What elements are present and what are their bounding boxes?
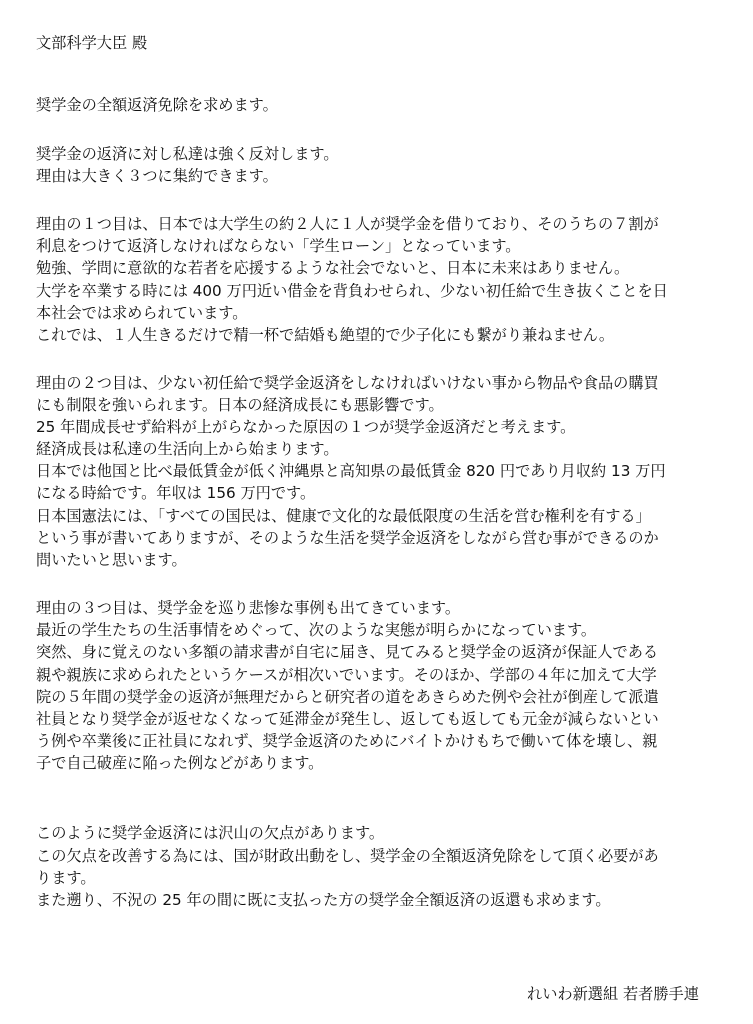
letter-heading: 奨学金の全額返済免除を求めます。 [36,96,278,114]
intro-line: 理由は大きく３つに集約できます。 [36,167,278,185]
reason1-line: 勉強、学問に意欲的な若者を応援するような社会でないと、日本に未来はありません。 [36,259,630,277]
reason3-line: 最近の学生たちの生活事情をめぐって、次のような実態が明らかになっています。 [36,621,597,639]
conclusion-line: ります。 [36,869,96,887]
conclusion-line: このように奨学金返済には沢山の欠点があります。 [36,824,385,842]
reason1-line: 理由の１つ目は、日本では大学生の約２人に１人が奨学金を借りており、そのうちの７割が [36,215,659,233]
reason2-line: という事が書いてありますが、そのような生活を奨学金返済をしながら営む事ができるのか [36,529,659,547]
reason2-line: にも制限を強いられます。日本の経済成長にも悪影響です。 [36,396,444,414]
reason2-line: 日本では他国と比べ最低賃金が低く沖縄県と高知県の最低賃金 820 円であり月収約 13 万円 [36,462,666,480]
reason3-line: 親や親族に求められたというケースが相次いでいます。そのほか、学部の４年に加えて大学 [36,666,657,684]
reason3-line: う例や卒業後に正社員になれず、奨学金返済のためにバイトかけもちで働いて体を壊し、親 [36,732,658,750]
reason2-line: 理由の２つ目は、少ない初任給で奨学金返済をしなければいけない事から物品や食品の購買 [36,374,659,392]
conclusion-line: また遡り、不況の 25 年の間に既に支払った方の奨学金全額返済の返還も求めます。 [36,891,611,909]
reason3-line: 理由の３つ目は、奨学金を巡り悲惨な事例も出てきています。 [36,599,461,617]
reason3-line: 院の５年間の奨学金の返済が無理だからと研究者の道をあきらめた例や会社が倒産して派遣 [36,688,659,706]
conclusion-line: この欠点を改善する為には、国が財政出動をし、奨学金の全額返済免除をして頂く必要があ [36,847,659,865]
reason2-line: 問いたいと思います。 [36,551,187,569]
reason1-line: これでは、１人生きるだけで精一杯で結婚も絶望的で少子化にも繋がり兼ねません。 [36,326,615,344]
reason3-line: 突然、身に覚えのない多額の請求書が自宅に届き、見てみると奨学金の返済が保証人である [36,643,659,661]
reason1-line: 本社会では求められています。 [36,304,248,322]
reason3-line: 社員となり奨学金が返せなくなって延滞金が発生し、返しても返しても元金が減らないとい [36,710,659,728]
reason2-line: 日本国憲法には、「すべての国民は、健康で文化的な最低限度の生活を営む権利を有する」 [36,507,651,525]
signature-line: れいわ新選組 若者勝手連 [527,985,699,1003]
reason1-line: 利息をつけて返済しなければならない「学生ローン」となっています。 [36,237,521,255]
reason3-line: 子で自己破産に陥った例などがあります。 [36,754,324,772]
intro-line: 奨学金の返済に対し私達は強く反対します。 [36,145,339,163]
reason2-line: 25 年間成長せず給料が上がらなかった原因の１つが奨学金返済だと考えます。 [36,418,576,436]
reason2-line: になる時給です。年収は 156 万円です。 [36,484,316,502]
reason2-line: 経済成長は私達の生活向上から始まります。 [36,440,339,458]
reason1-line: 大学を卒業する時には 400 万円近い借金を背負わせられ、少ない初任給で生き抜くことを日 [36,282,668,300]
addressee-line: 文部科学大臣 殿 [36,34,148,52]
